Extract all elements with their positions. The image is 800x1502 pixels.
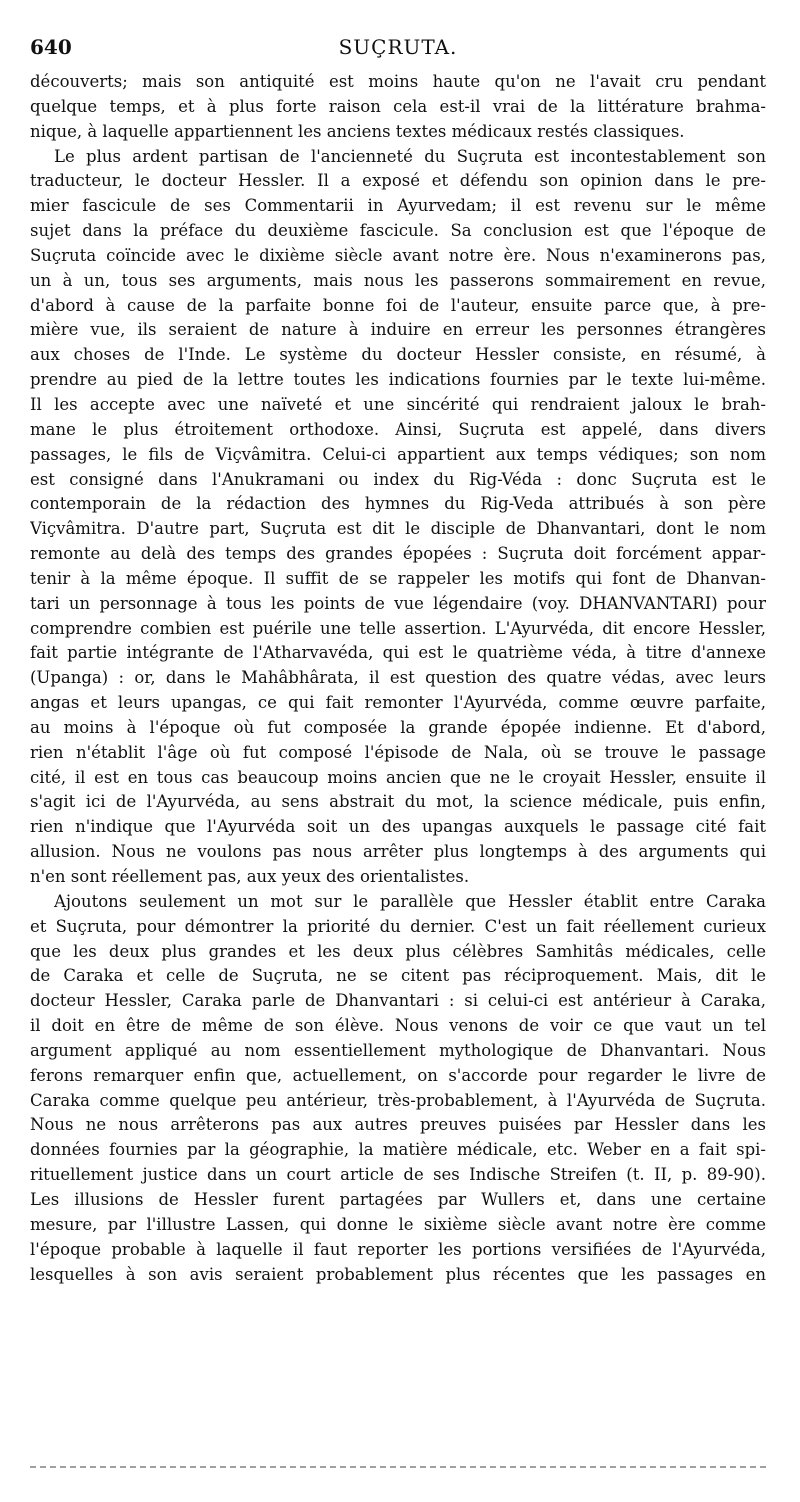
text-line: Viçvâmitra. D'autre part, Suçruta est dit le disciple de Dhanvantari, dont le nom	[30, 519, 766, 539]
text-line: Nous ne nous arrêterons pas aux autres preuves puisées par Hessler dans les	[30, 1115, 766, 1135]
text-line: traducteur, le docteur Hessler. Il a exposé et défendu son opinion dans le pre-	[30, 171, 766, 191]
text-line: docteur Hessler, Caraka parle de Dhanvantari : si celui-ci est antérieur à Caraka,	[30, 991, 766, 1011]
text-line: un à un, tous ses arguments, mais nous les passerons sommairement en revue,	[30, 270, 766, 290]
text-line: Caraka comme quelque peu antérieur, très-probablement, à l'Ayurvéda de Suçruta.	[30, 1090, 766, 1110]
text-line: au moins à l'époque où fut composée la grande épopée indienne. Et d'abord,	[30, 717, 766, 737]
text-line: remonte au delà des temps des grandes épopées : Suçruta doit forcément appar-	[30, 544, 766, 564]
text-line: il doit en être de même de son élève. Nous venons de voir ce que vaut un tel	[30, 1016, 766, 1036]
text-line: données fournies par la géographie, la matière médicale, etc. Weber en a fait spi-	[30, 1140, 766, 1160]
text-line: de Caraka et celle de Suçruta, ne se citent pas réciproquement. Mais, dit le	[30, 966, 766, 986]
running-head	[30, 32, 766, 62]
text-line: cité, il est en tous cas beaucoup moins ancien que ne le croyait Hessler, ensuite il	[30, 767, 766, 787]
text-line: mière vue, ils seraient de nature à induire en erreur les personnes étrangères	[30, 320, 766, 340]
body-text	[30, 70, 766, 1287]
text-line: prendre au pied de la lettre toutes les indications fournies par le texte lui-même.	[30, 370, 766, 390]
text-line: passages, le fils de Viçvâmitra. Celui-ci appartient aux temps védiques; son nom	[30, 444, 766, 464]
running-title: SUÇRUTA.	[338, 35, 458, 59]
text-line: Il les accepte avec une naïveté et une sincérité qui rendraient jaloux le brah-	[30, 394, 766, 414]
text-line: mesure, par l'illustre Lassen, qui donne le sixième siècle avant notre ère comme	[30, 1214, 766, 1234]
text-line: ferons remarquer enfin que, actuellement, on s'accorde pour regarder le livre de	[30, 1065, 766, 1085]
text-line: mane le plus étroitement orthodoxe. Ainsi, Suçruta est appelé, dans divers	[30, 419, 766, 439]
text-line: (Upanga) : or, dans le Mahâbhârata, il est question des quatre védas, avec leurs	[30, 668, 766, 688]
text-line: contemporain de la rédaction des hymnes du Rig-Veda attribués à son père	[30, 494, 766, 514]
text-line: rituellement justice dans un court article de ses Indische Streifen (t. II, p. 89-90).	[30, 1165, 766, 1185]
text-line: nique, à laquelle appartiennent les anciens textes médicaux restés classiques.	[30, 121, 685, 141]
text-line: rien n'établit l'âge où fut composé l'épisode de Nala, où se trouve le passage	[30, 742, 766, 762]
text-line: et Suçruta, pour démontrer la priorité du dernier. C'est un fait réellement curieux	[30, 916, 766, 936]
text-line: n'en sont réellement pas, aux yeux des orientalistes.	[30, 867, 470, 886]
text-line: rien n'indique que l'Ayurvéda soit un des upangas auxquels le passage cité fait	[30, 817, 766, 837]
text-line: tenir à la même époque. Il suffit de se rappeler les motifs qui font de Dhanvan-	[30, 568, 766, 588]
text-line: tari un personnage à tous les points de vue légendaire (voy. DHANVANTARI) pour	[30, 593, 766, 613]
text-line: mier fascicule de ses Commentarii in Ayurvedam; il est revenu sur le même	[30, 196, 766, 216]
page-number: 640	[30, 35, 72, 59]
text-line: comprendre combien est puérile une telle assertion. L'Ayurvéda, dit encore Hessler,	[30, 618, 766, 638]
text-line: d'abord à cause de la parfaite bonne foi de l'auteur, ensuite parce que, à pre-	[30, 295, 766, 315]
text-line: Le plus ardent partisan de l'ancienneté du Suçruta est incontestablement son	[54, 146, 766, 166]
text-line: fait partie intégrante de l'Atharvavéda, qui est le quatrième véda, à titre d'annexe	[30, 643, 766, 663]
text-line: sujet dans la préface du deuxième fascicule. Sa conclusion est que l'époque de	[30, 221, 766, 241]
text-line: aux choses de l'Inde. Le système du docteur Hessler consiste, en résumé, à	[30, 345, 766, 365]
text-line: s'agit ici de l'Ayurvéda, au sens abstrait du mot, la science médicale, puis enfin,	[30, 792, 766, 812]
text-line: lesquelles à son avis seraient probablement plus récentes que les passages en	[30, 1264, 766, 1284]
text-line: l'époque probable à laquelle il faut reporter les portions versifiées de l'Ayurvéda,	[30, 1239, 766, 1259]
text-line: Ajoutons seulement un mot sur le parallèle que Hessler établit entre Caraka	[54, 891, 766, 911]
text-line: Les illusions de Hessler furent partagées par Wullers et, dans une certaine	[30, 1189, 766, 1209]
text-line: Suçruta coïncide avec le dixième siècle avant notre ère. Nous n'examinerons pas,	[30, 245, 766, 265]
text-line: quelque temps, et à plus forte raison cela est-il vrai de la littérature brahma-	[30, 96, 766, 116]
text-line: allusion. Nous ne voulons pas nous arrêter plus longtemps à des arguments qui	[30, 842, 766, 862]
text-line: est consigné dans l'Anukramani ou index du Rig-Véda : donc Suçruta est le	[30, 469, 766, 489]
text-line: découverts; mais son antiquité est moins haute qu'on ne l'avait cru pendant	[30, 72, 766, 91]
text-line: angas et leurs upangas, ce qui fait remonter l'Ayurvéda, comme œuvre parfaite,	[30, 693, 766, 713]
text-line: que les deux plus grandes et les deux plus célèbres Samhitâs médicales, celle	[30, 941, 766, 961]
footer-dashed-rule	[30, 1466, 766, 1468]
text-line: argument appliqué au nom essentiellement mythologique de Dhanvantari. Nous	[30, 1040, 766, 1060]
